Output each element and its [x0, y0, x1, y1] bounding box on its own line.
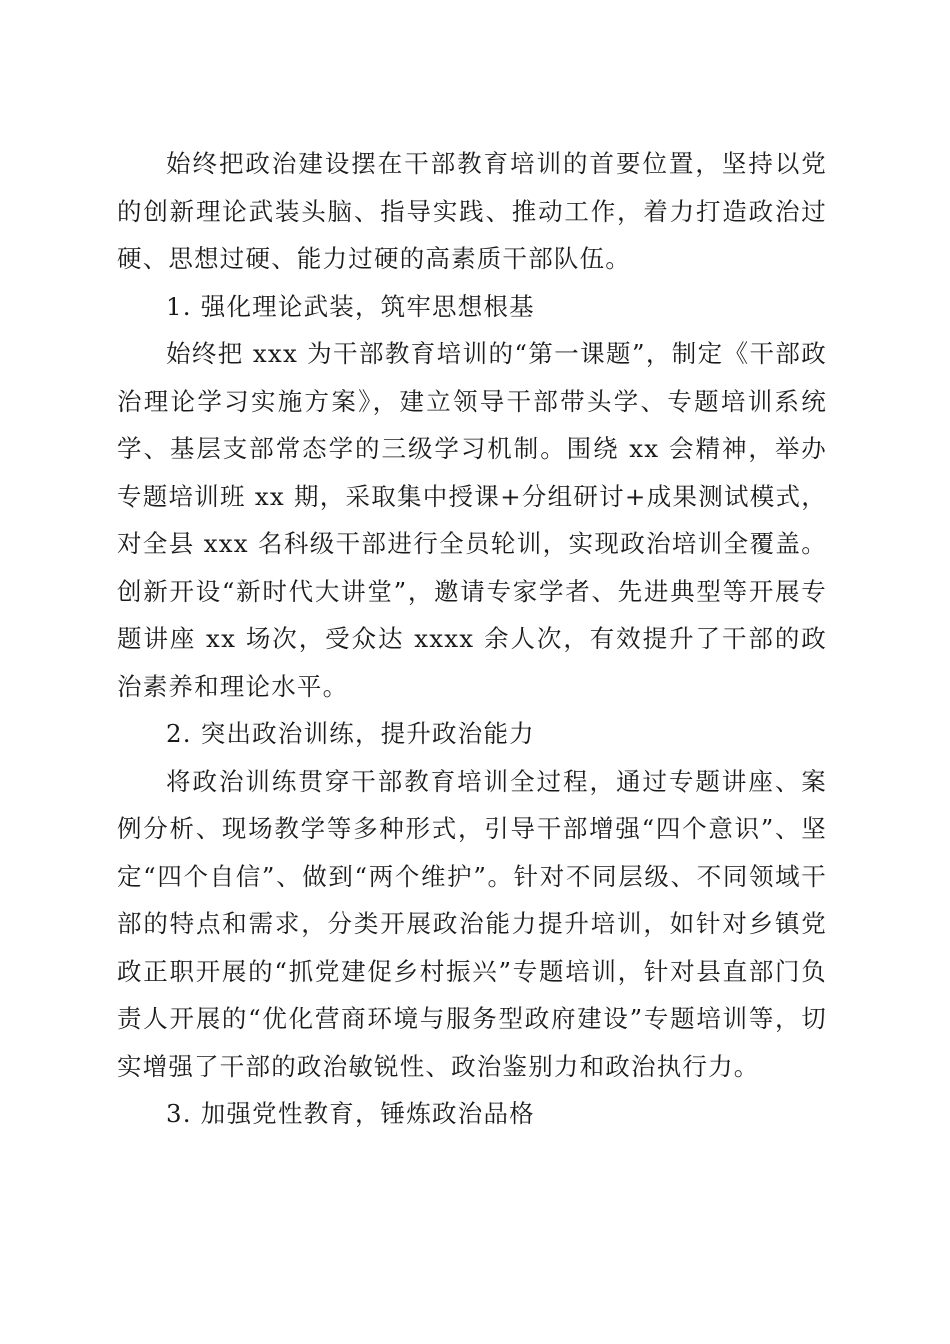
document-body	[117, 140, 827, 1138]
paragraph-theory-study: 始终把 xxx 为干部教育培训的“第一课题”，制定《干部政治理论学习实施方案》，建立领导干部带头学、专题培训系统学、基层支部常态学的三级学习机制。围绕 xx 会精神，举办专题培训班 xx 期，采取集中授课+分组研讨+成果测试模式，对全县 xxx 名科级干部进行全员轮训，实现政治培训全覆盖。创新开设“新时代大讲堂”，邀请专家学者、先进典型等开展专题讲座 xx 场次，受众达 xxxx 余人次，有效提升了干部的政治素养和理论水平。	[117, 339, 827, 701]
section-heading-2: 2. 突出政治训练，提升政治能力	[166, 719, 535, 748]
section-heading-3: 3. 加强党性教育，锤炼政治品格	[166, 1099, 535, 1128]
paragraph-political-training: 将政治训练贯穿干部教育培训全过程，通过专题讲座、案例分析、现场教学等多种形式，引导干部增强“四个意识”、坚定“四个自信”、做到“两个维护”。针对不同层级、不同领域干部的特点和需求，分类开展政治能力提升培训，如针对乡镇党政正职开展的“抓党建促乡村振兴”专题培训，针对县直部门负责人开展的“优化营商环境与服务型政府建设”专题培训等，切实增强了干部的政治敏锐性、政治鉴别力和政治执行力。	[117, 766, 827, 1081]
paragraph-intro: 始终把政治建设摆在干部教育培训的首要位置，坚持以党的创新理论武装头脑、指导实践、推动工作，着力打造政治过硬、思想过硬、能力过硬的高素质干部队伍。	[117, 149, 827, 273]
section-heading-1: 1. 强化理论武装，筑牢思想根基	[166, 291, 535, 321]
